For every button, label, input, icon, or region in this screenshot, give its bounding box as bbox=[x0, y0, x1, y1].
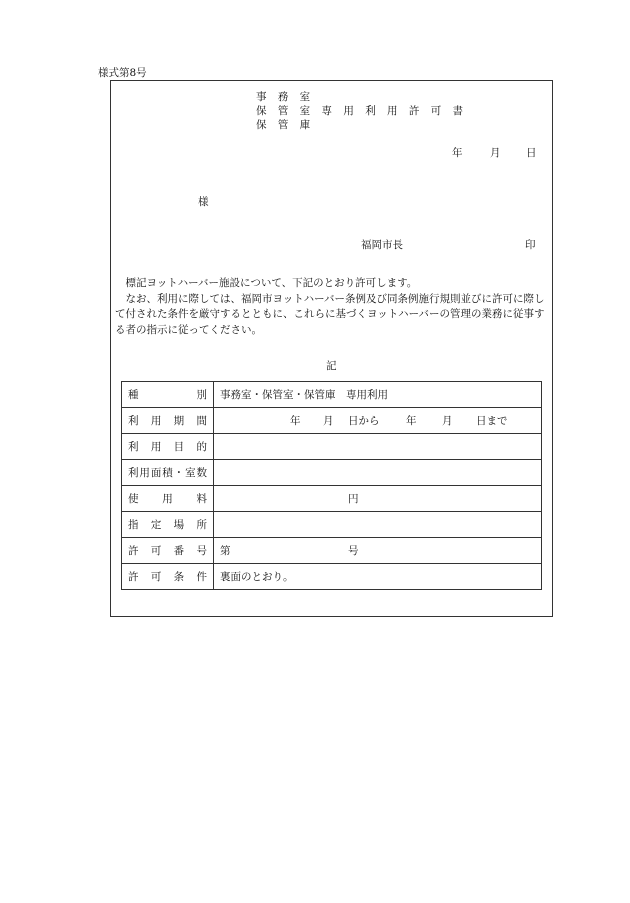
table-row bbox=[122, 460, 542, 486]
addressee-suffix: 様 bbox=[198, 196, 209, 208]
seal-mark: 印 bbox=[525, 239, 536, 251]
date-day: 日 bbox=[526, 147, 537, 159]
period-month-1: 月 bbox=[323, 415, 334, 427]
table-row bbox=[122, 382, 542, 408]
title-line-3: 保 管 庫 bbox=[256, 119, 315, 131]
issue-date bbox=[452, 145, 537, 160]
period-month-2: 月 bbox=[442, 415, 453, 427]
title-line-1: 事 務 室 bbox=[256, 91, 315, 103]
row-value-conditions: 裏面のとおり。 bbox=[214, 564, 542, 590]
title-line-2: 保 管 室 専 用 利 用 許 可 書 bbox=[256, 105, 468, 117]
details-table bbox=[121, 381, 542, 590]
row-value-permit-number bbox=[214, 538, 542, 564]
form-number: 様式第8号 bbox=[98, 67, 147, 79]
issuer-name: 福岡市長 bbox=[361, 239, 403, 251]
table-row bbox=[122, 434, 542, 460]
period-year-2: 年 bbox=[406, 415, 417, 427]
body-paragraph-1: 標記ヨットハーバー施設について、下記のとおり許可します。 bbox=[125, 277, 418, 289]
row-label-fee: 使用料 bbox=[122, 486, 214, 512]
row-value-type: 事務室・保管室・保管庫 専用利用 bbox=[214, 382, 542, 408]
period-to: 日まで bbox=[476, 415, 508, 427]
date-year: 年 bbox=[452, 147, 463, 159]
period-year-1: 年 bbox=[290, 415, 301, 427]
table-row bbox=[122, 512, 542, 538]
row-value-purpose bbox=[214, 434, 542, 460]
row-label-purpose: 利用目的 bbox=[122, 434, 214, 460]
date-month: 月 bbox=[490, 147, 501, 159]
row-value-period bbox=[214, 408, 542, 434]
table-row bbox=[122, 408, 542, 434]
row-label-area: 利用面積・室数 bbox=[122, 460, 214, 486]
row-label-period: 利用期間 bbox=[122, 408, 214, 434]
row-label-conditions: 許可条件 bbox=[122, 564, 214, 590]
row-value-area bbox=[214, 460, 542, 486]
permit-prefix: 第 bbox=[220, 545, 231, 557]
table-row bbox=[122, 486, 542, 512]
period-from: 日から bbox=[348, 415, 380, 427]
body-paragraph-2: なお、利用に際しては、福岡市ヨットハーバー条例及び同条例施行規則並びに許可に際して付された条件を厳守するとともに、これらに基づくヨットハーバーの管理の業務に従事する者の指示に従ってください。 bbox=[115, 292, 545, 336]
document-title bbox=[256, 90, 467, 132]
body-text bbox=[115, 276, 549, 338]
row-value-location bbox=[214, 512, 542, 538]
row-label-type: 種別 bbox=[122, 382, 214, 408]
table-row bbox=[122, 538, 542, 564]
row-label-permit-number: 許可番号 bbox=[122, 538, 214, 564]
row-value-fee bbox=[214, 486, 542, 512]
fee-unit: 円 bbox=[348, 493, 359, 505]
table-row bbox=[122, 564, 542, 590]
permit-suffix: 号 bbox=[348, 545, 359, 557]
row-label-location: 指定場所 bbox=[122, 512, 214, 538]
ki-heading: 記 bbox=[326, 360, 337, 372]
